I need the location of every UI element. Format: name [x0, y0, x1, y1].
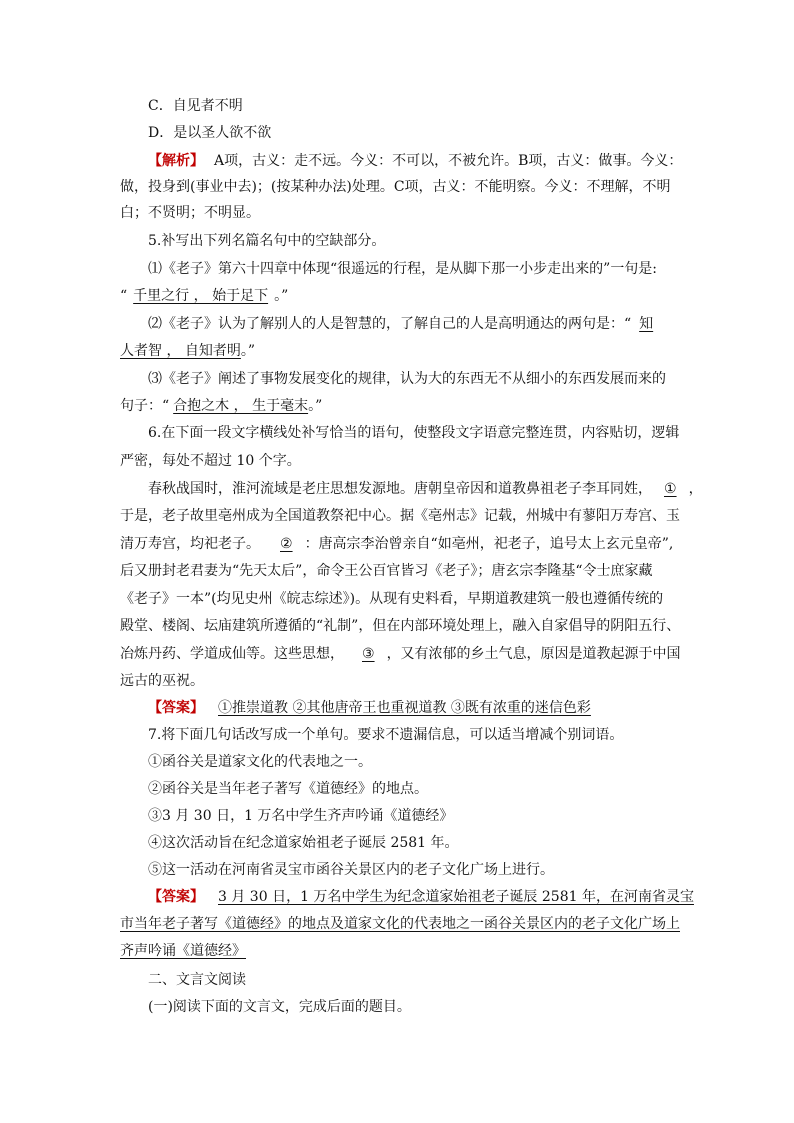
q7-answer-line-2 — [120, 914, 680, 934]
q6-para-4: 后又册封老君妻为“先天太后”，命令王公百官皆习《老子》；唐玄宗李隆基“令士庶家藏 — [120, 563, 653, 579]
q6-blank-2: ② — [280, 536, 293, 552]
q5-p2-line2 — [120, 341, 680, 361]
q5-p3-line2 — [120, 396, 680, 416]
q6-answer — [148, 698, 708, 718]
q5-p3-line1: ⑶《老子》阐述了事物发展变化的规律，认为大的东西无不从细小的东西发展而来的 — [148, 371, 666, 387]
q6-stem-1: 6.在下面一段文字横线处补写恰当的语句，使整段文字语意完整连贯，内容贴切，逻辑 — [148, 425, 680, 441]
q5-p2-answer-end: 人者智 ， 自知者明 — [120, 343, 241, 359]
q6-blank-1: ① — [664, 481, 677, 497]
q5-p2-close: 。” — [240, 343, 256, 359]
q7-answer-tag: 【答案】 — [148, 889, 204, 905]
q6-answer-tag: 【答案】 — [148, 700, 204, 716]
q7-answer-line-1 — [148, 887, 708, 907]
q5-p3-answer: 合抱之木 ， 生于毫末 — [173, 398, 309, 414]
analysis-line-1 — [148, 151, 708, 171]
q6-text-1b: ， — [688, 481, 703, 497]
analysis-text-1: A项，古义：走不远。今义：不可以，不被允许。B项，古义：做事。今义： — [214, 153, 683, 169]
q7-item-5: ⑤这一活动在河南省灵宝市函谷关景区内的老子文化广场上进行。 — [148, 862, 554, 878]
q5-p1-line1: ⑴《老子》第六十四章中体现“很遥远的行程，是从脚下那一小步走出来的”一句是: — [148, 261, 658, 277]
q5-p3-open: 句子：“ — [120, 398, 170, 414]
q6-text-3a: 清万寿宫，均祀老子。 — [120, 536, 260, 552]
q6-para-5: 《老子》一本”(均见史州《皖志综述》)。从现有史料看，早期道教建筑一般也遵循传统的 — [120, 591, 664, 607]
q7-item-3: ③3 月 30 日，1 万名中学生齐声吟诵《道德经》 — [148, 808, 454, 824]
q6-para-3 — [120, 534, 680, 554]
q6-para-6: 殿堂、楼阁、坛庙建筑所遵循的“礼制”，但在内部环境处理上，融入自家倡导的阴阳五行、 — [120, 618, 681, 634]
q7-stem: 7.将下面几句话改写成一个单句。要求不遗漏信息，可以适当增减个别词语。 — [148, 727, 624, 743]
q6-para-7 — [120, 644, 680, 664]
q7-item-4: ④这次活动旨在纪念道家始祖老子诞辰 2581 年。 — [148, 835, 459, 851]
q6-blank-3: ③ — [362, 646, 375, 662]
q5-p1-line2 — [120, 286, 680, 306]
q6-para-8: 远古的巫祝。 — [120, 673, 204, 689]
q6-text-7a: 冶炼丹药、学道成仙等。这些思想， — [120, 646, 344, 662]
q6-para-1 — [148, 479, 708, 499]
q7-answer-text-2: 市当年老子著写《道德经》的地点及道家文化的代表地之一函谷关景区内的老子文化广场上 — [120, 916, 680, 932]
q6-text-7b: ，又有浓郁的乡土气息，原因是道教起源于中国 — [386, 646, 681, 662]
q5-p3-close: 。” — [308, 398, 323, 414]
section-title: 二、文言文阅读 — [148, 972, 246, 988]
q5-stem: 5.补写出下列名篇名句中的空缺部分。 — [148, 233, 386, 249]
q6-para-2: 于是，老子故里亳州成为全国道教祭祀中心。据《亳州志》记载，州城中有蓼阳万寿宫、玉 — [120, 508, 680, 524]
q7-answer-line-3 — [120, 941, 680, 961]
q5-p2-text: ⑵《老子》认为了解别人的人是智慧的，了解自己的人是高明通达的两句是：“ — [148, 316, 632, 332]
q6-text-1a: 春秋战国时，淮河流域是老庄思想发源地。唐朝皇帝因和道教鼻祖老子李耳同姓， — [148, 481, 652, 497]
q5-p1-answer: 千里之行 ， 始于足下 — [133, 288, 269, 304]
option-d: D．是以圣人欲不欲 — [148, 125, 272, 141]
q5-p2-answer-start: 知 — [639, 316, 654, 332]
section-subtitle: (一)阅读下面的文言文，完成后面的题目。 — [148, 999, 411, 1015]
q5-p1-close: 。” — [274, 288, 289, 304]
q7-answer-text-3: 齐声吟诵《道德经》 — [120, 943, 246, 959]
q7-answer-text-1: 3 月 30 日，1 万名中学生为纪念道家始祖老子诞辰 2581 年，在河南省灵宝 — [218, 889, 694, 905]
option-c: C．自见者不明 — [148, 98, 243, 114]
analysis-tag: 【解析】 — [148, 153, 204, 169]
q5-p1-open: “ — [120, 288, 128, 304]
q6-stem-2: 严密，每处不超过 10 个字。 — [120, 453, 301, 469]
q7-item-1: ①函谷关是道家文化的代表地之一。 — [148, 754, 372, 770]
q6-answer-text: ①推崇道教 ②其他唐帝王也重视道教 ③既有浓重的迷信色彩 — [218, 700, 591, 716]
q7-item-2: ②函谷关是当年老子著写《道德经》的地点。 — [148, 781, 428, 797]
q5-p2-line1 — [148, 314, 708, 334]
analysis-line-2: 做，投身到(事业中去)；(按某种办法)处理。C项，古义：不能明察。今义：不理解，不明 — [120, 179, 671, 195]
analysis-line-3: 白；不贤明；不明显。 — [120, 205, 260, 221]
q6-text-3b: ：唐高宗李治曾亲自“如亳州，祀老子，追号太上玄元皇帝”, — [304, 536, 674, 552]
